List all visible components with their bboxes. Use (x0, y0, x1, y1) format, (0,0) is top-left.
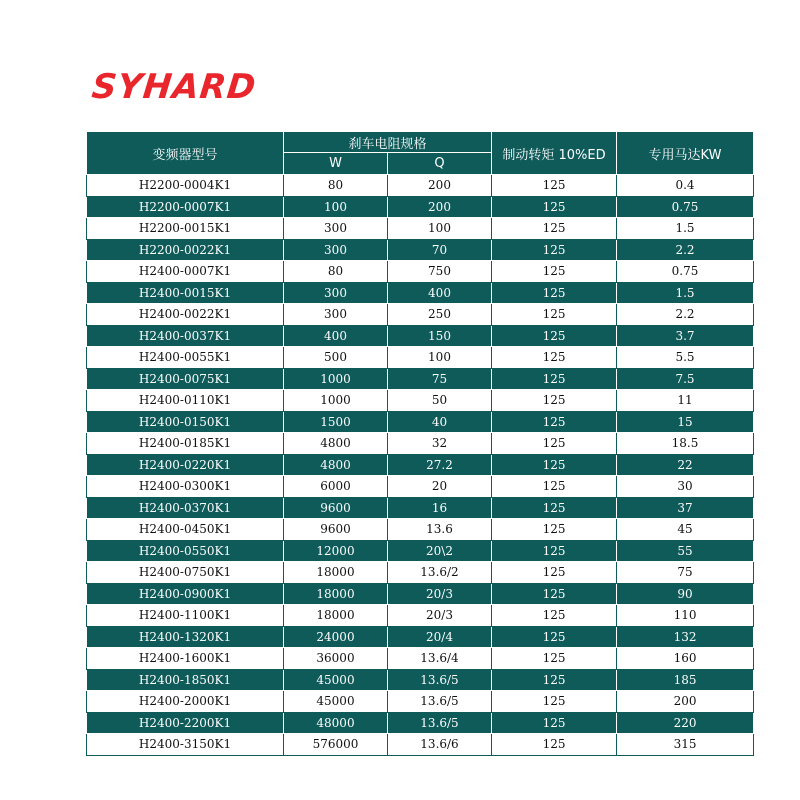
cell-model: H2200-0007K1 (87, 196, 284, 218)
cell-torque: 125 (492, 368, 617, 390)
cell-watt: 9600 (284, 519, 388, 541)
cell-motor-kw: 45 (617, 519, 754, 541)
cell-torque: 125 (492, 196, 617, 218)
table-row (87, 583, 754, 605)
cell-model: H2400-1600K1 (87, 648, 284, 670)
cell-watt: 45000 (284, 669, 388, 691)
table-row (87, 218, 754, 240)
cell-motor-kw: 0.4 (617, 175, 754, 197)
table-row (87, 433, 754, 455)
cell-watt: 6000 (284, 476, 388, 498)
cell-ohm: 20/3 (388, 605, 492, 627)
cell-ohm: 32 (388, 433, 492, 455)
cell-model: H2400-0075K1 (87, 368, 284, 390)
table-row (87, 669, 754, 691)
cell-motor-kw: 18.5 (617, 433, 754, 455)
cell-ohm: 150 (388, 325, 492, 347)
cell-torque: 125 (492, 347, 617, 369)
cell-torque: 125 (492, 390, 617, 412)
table-row (87, 175, 754, 197)
cell-motor-kw: 5.5 (617, 347, 754, 369)
cell-watt: 300 (284, 282, 388, 304)
cell-model: H2400-0185K1 (87, 433, 284, 455)
cell-torque: 125 (492, 261, 617, 283)
table-row (87, 325, 754, 347)
cell-watt: 4800 (284, 454, 388, 476)
cell-torque: 125 (492, 669, 617, 691)
cell-model: H2400-0450K1 (87, 519, 284, 541)
cell-ohm: 20/4 (388, 626, 492, 648)
cell-torque: 125 (492, 540, 617, 562)
table-row (87, 196, 754, 218)
cell-model: H2400-0150K1 (87, 411, 284, 433)
cell-motor-kw: 200 (617, 691, 754, 713)
table-row (87, 476, 754, 498)
cell-torque: 125 (492, 562, 617, 584)
cell-model: H2400-0037K1 (87, 325, 284, 347)
cell-torque: 125 (492, 411, 617, 433)
cell-model: H2400-0550K1 (87, 540, 284, 562)
cell-motor-kw: 15 (617, 411, 754, 433)
cell-watt: 300 (284, 304, 388, 326)
table-row (87, 497, 754, 519)
cell-motor-kw: 3.7 (617, 325, 754, 347)
cell-motor-kw: 185 (617, 669, 754, 691)
cell-torque: 125 (492, 282, 617, 304)
cell-motor-kw: 315 (617, 734, 754, 756)
cell-watt: 80 (284, 175, 388, 197)
cell-torque: 125 (492, 433, 617, 455)
cell-torque: 125 (492, 497, 617, 519)
cell-torque: 125 (492, 476, 617, 498)
cell-model: H2400-3150K1 (87, 734, 284, 756)
cell-model: H2400-0220K1 (87, 454, 284, 476)
cell-motor-kw: 30 (617, 476, 754, 498)
table-row (87, 540, 754, 562)
table-row (87, 347, 754, 369)
cell-torque: 125 (492, 218, 617, 240)
brand-logo: SYHARD (89, 67, 259, 107)
cell-motor-kw: 1.5 (617, 218, 754, 240)
cell-ohm: 200 (388, 196, 492, 218)
table-row (87, 411, 754, 433)
cell-motor-kw: 2.2 (617, 239, 754, 261)
cell-ohm: 20/3 (388, 583, 492, 605)
cell-torque: 125 (492, 734, 617, 756)
cell-model: H2400-0110K1 (87, 390, 284, 412)
cell-watt: 80 (284, 261, 388, 283)
cell-motor-kw: 37 (617, 497, 754, 519)
cell-ohm: 40 (388, 411, 492, 433)
cell-watt: 400 (284, 325, 388, 347)
header-braking-torque: 制动转矩 10%ED (492, 132, 617, 175)
cell-ohm: 20\2 (388, 540, 492, 562)
cell-model: H2400-0900K1 (87, 583, 284, 605)
cell-ohm: 200 (388, 175, 492, 197)
table-row (87, 734, 754, 756)
cell-motor-kw: 2.2 (617, 304, 754, 326)
cell-torque: 125 (492, 454, 617, 476)
cell-watt: 18000 (284, 583, 388, 605)
cell-torque: 125 (492, 691, 617, 713)
cell-motor-kw: 160 (617, 648, 754, 670)
table-row (87, 605, 754, 627)
table-row (87, 454, 754, 476)
cell-torque: 125 (492, 175, 617, 197)
table-row (87, 648, 754, 670)
cell-model: H2200-0015K1 (87, 218, 284, 240)
cell-ohm: 75 (388, 368, 492, 390)
table-row (87, 239, 754, 261)
cell-motor-kw: 110 (617, 605, 754, 627)
header-motor-kw: 专用马达KW (617, 132, 754, 175)
cell-model: H2200-0022K1 (87, 239, 284, 261)
cell-motor-kw: 90 (617, 583, 754, 605)
cell-watt: 1000 (284, 390, 388, 412)
table-row (87, 562, 754, 584)
table-row (87, 691, 754, 713)
cell-model: H2400-2000K1 (87, 691, 284, 713)
cell-watt: 18000 (284, 605, 388, 627)
cell-watt: 12000 (284, 540, 388, 562)
cell-ohm: 13.6/2 (388, 562, 492, 584)
cell-torque: 125 (492, 239, 617, 261)
table-row (87, 261, 754, 283)
header-resistor-spec: 刹车电阻规格 (284, 132, 492, 153)
cell-model: H2400-1320K1 (87, 626, 284, 648)
cell-torque: 125 (492, 605, 617, 627)
cell-model: H2400-0300K1 (87, 476, 284, 498)
cell-ohm: 13.6/5 (388, 669, 492, 691)
table-body (87, 175, 754, 756)
cell-motor-kw: 22 (617, 454, 754, 476)
cell-ohm: 27.2 (388, 454, 492, 476)
cell-model: H2400-0055K1 (87, 347, 284, 369)
table-row (87, 390, 754, 412)
cell-watt: 24000 (284, 626, 388, 648)
cell-motor-kw: 0.75 (617, 261, 754, 283)
cell-motor-kw: 1.5 (617, 282, 754, 304)
cell-watt: 1500 (284, 411, 388, 433)
table-header (87, 132, 754, 175)
header-ohm: Q (388, 153, 492, 175)
cell-ohm: 13.6/5 (388, 712, 492, 734)
table-row (87, 626, 754, 648)
header-watt: W (284, 153, 388, 175)
cell-torque: 125 (492, 648, 617, 670)
cell-watt: 576000 (284, 734, 388, 756)
cell-watt: 45000 (284, 691, 388, 713)
cell-watt: 36000 (284, 648, 388, 670)
cell-motor-kw: 7.5 (617, 368, 754, 390)
cell-ohm: 70 (388, 239, 492, 261)
cell-watt: 9600 (284, 497, 388, 519)
cell-torque: 125 (492, 519, 617, 541)
cell-ohm: 250 (388, 304, 492, 326)
cell-torque: 125 (492, 626, 617, 648)
cell-motor-kw: 75 (617, 562, 754, 584)
cell-ohm: 16 (388, 497, 492, 519)
cell-model: H2400-1850K1 (87, 669, 284, 691)
cell-watt: 18000 (284, 562, 388, 584)
cell-model: H2400-1100K1 (87, 605, 284, 627)
cell-torque: 125 (492, 325, 617, 347)
cell-torque: 125 (492, 304, 617, 326)
cell-ohm: 13.6/4 (388, 648, 492, 670)
table-row (87, 304, 754, 326)
cell-ohm: 20 (388, 476, 492, 498)
table-row (87, 282, 754, 304)
cell-torque: 125 (492, 583, 617, 605)
cell-model: H2400-2200K1 (87, 712, 284, 734)
cell-motor-kw: 55 (617, 540, 754, 562)
cell-model: H2200-0004K1 (87, 175, 284, 197)
cell-watt: 300 (284, 239, 388, 261)
cell-ohm: 13.6 (388, 519, 492, 541)
cell-motor-kw: 0.75 (617, 196, 754, 218)
cell-watt: 48000 (284, 712, 388, 734)
cell-ohm: 750 (388, 261, 492, 283)
cell-watt: 1000 (284, 368, 388, 390)
cell-model: H2400-0007K1 (87, 261, 284, 283)
table-row (87, 712, 754, 734)
spec-table (86, 131, 754, 756)
cell-model: H2400-0750K1 (87, 562, 284, 584)
cell-model: H2400-0015K1 (87, 282, 284, 304)
cell-watt: 500 (284, 347, 388, 369)
cell-motor-kw: 11 (617, 390, 754, 412)
cell-model: H2400-0370K1 (87, 497, 284, 519)
cell-motor-kw: 132 (617, 626, 754, 648)
table-row (87, 519, 754, 541)
cell-ohm: 400 (388, 282, 492, 304)
cell-ohm: 100 (388, 218, 492, 240)
cell-watt: 4800 (284, 433, 388, 455)
table-row (87, 368, 754, 390)
cell-model: H2400-0022K1 (87, 304, 284, 326)
cell-watt: 100 (284, 196, 388, 218)
cell-ohm: 50 (388, 390, 492, 412)
cell-torque: 125 (492, 712, 617, 734)
cell-motor-kw: 220 (617, 712, 754, 734)
cell-watt: 300 (284, 218, 388, 240)
cell-ohm: 13.6/5 (388, 691, 492, 713)
cell-ohm: 13.6/6 (388, 734, 492, 756)
header-model: 变频器型号 (87, 132, 284, 175)
cell-ohm: 100 (388, 347, 492, 369)
